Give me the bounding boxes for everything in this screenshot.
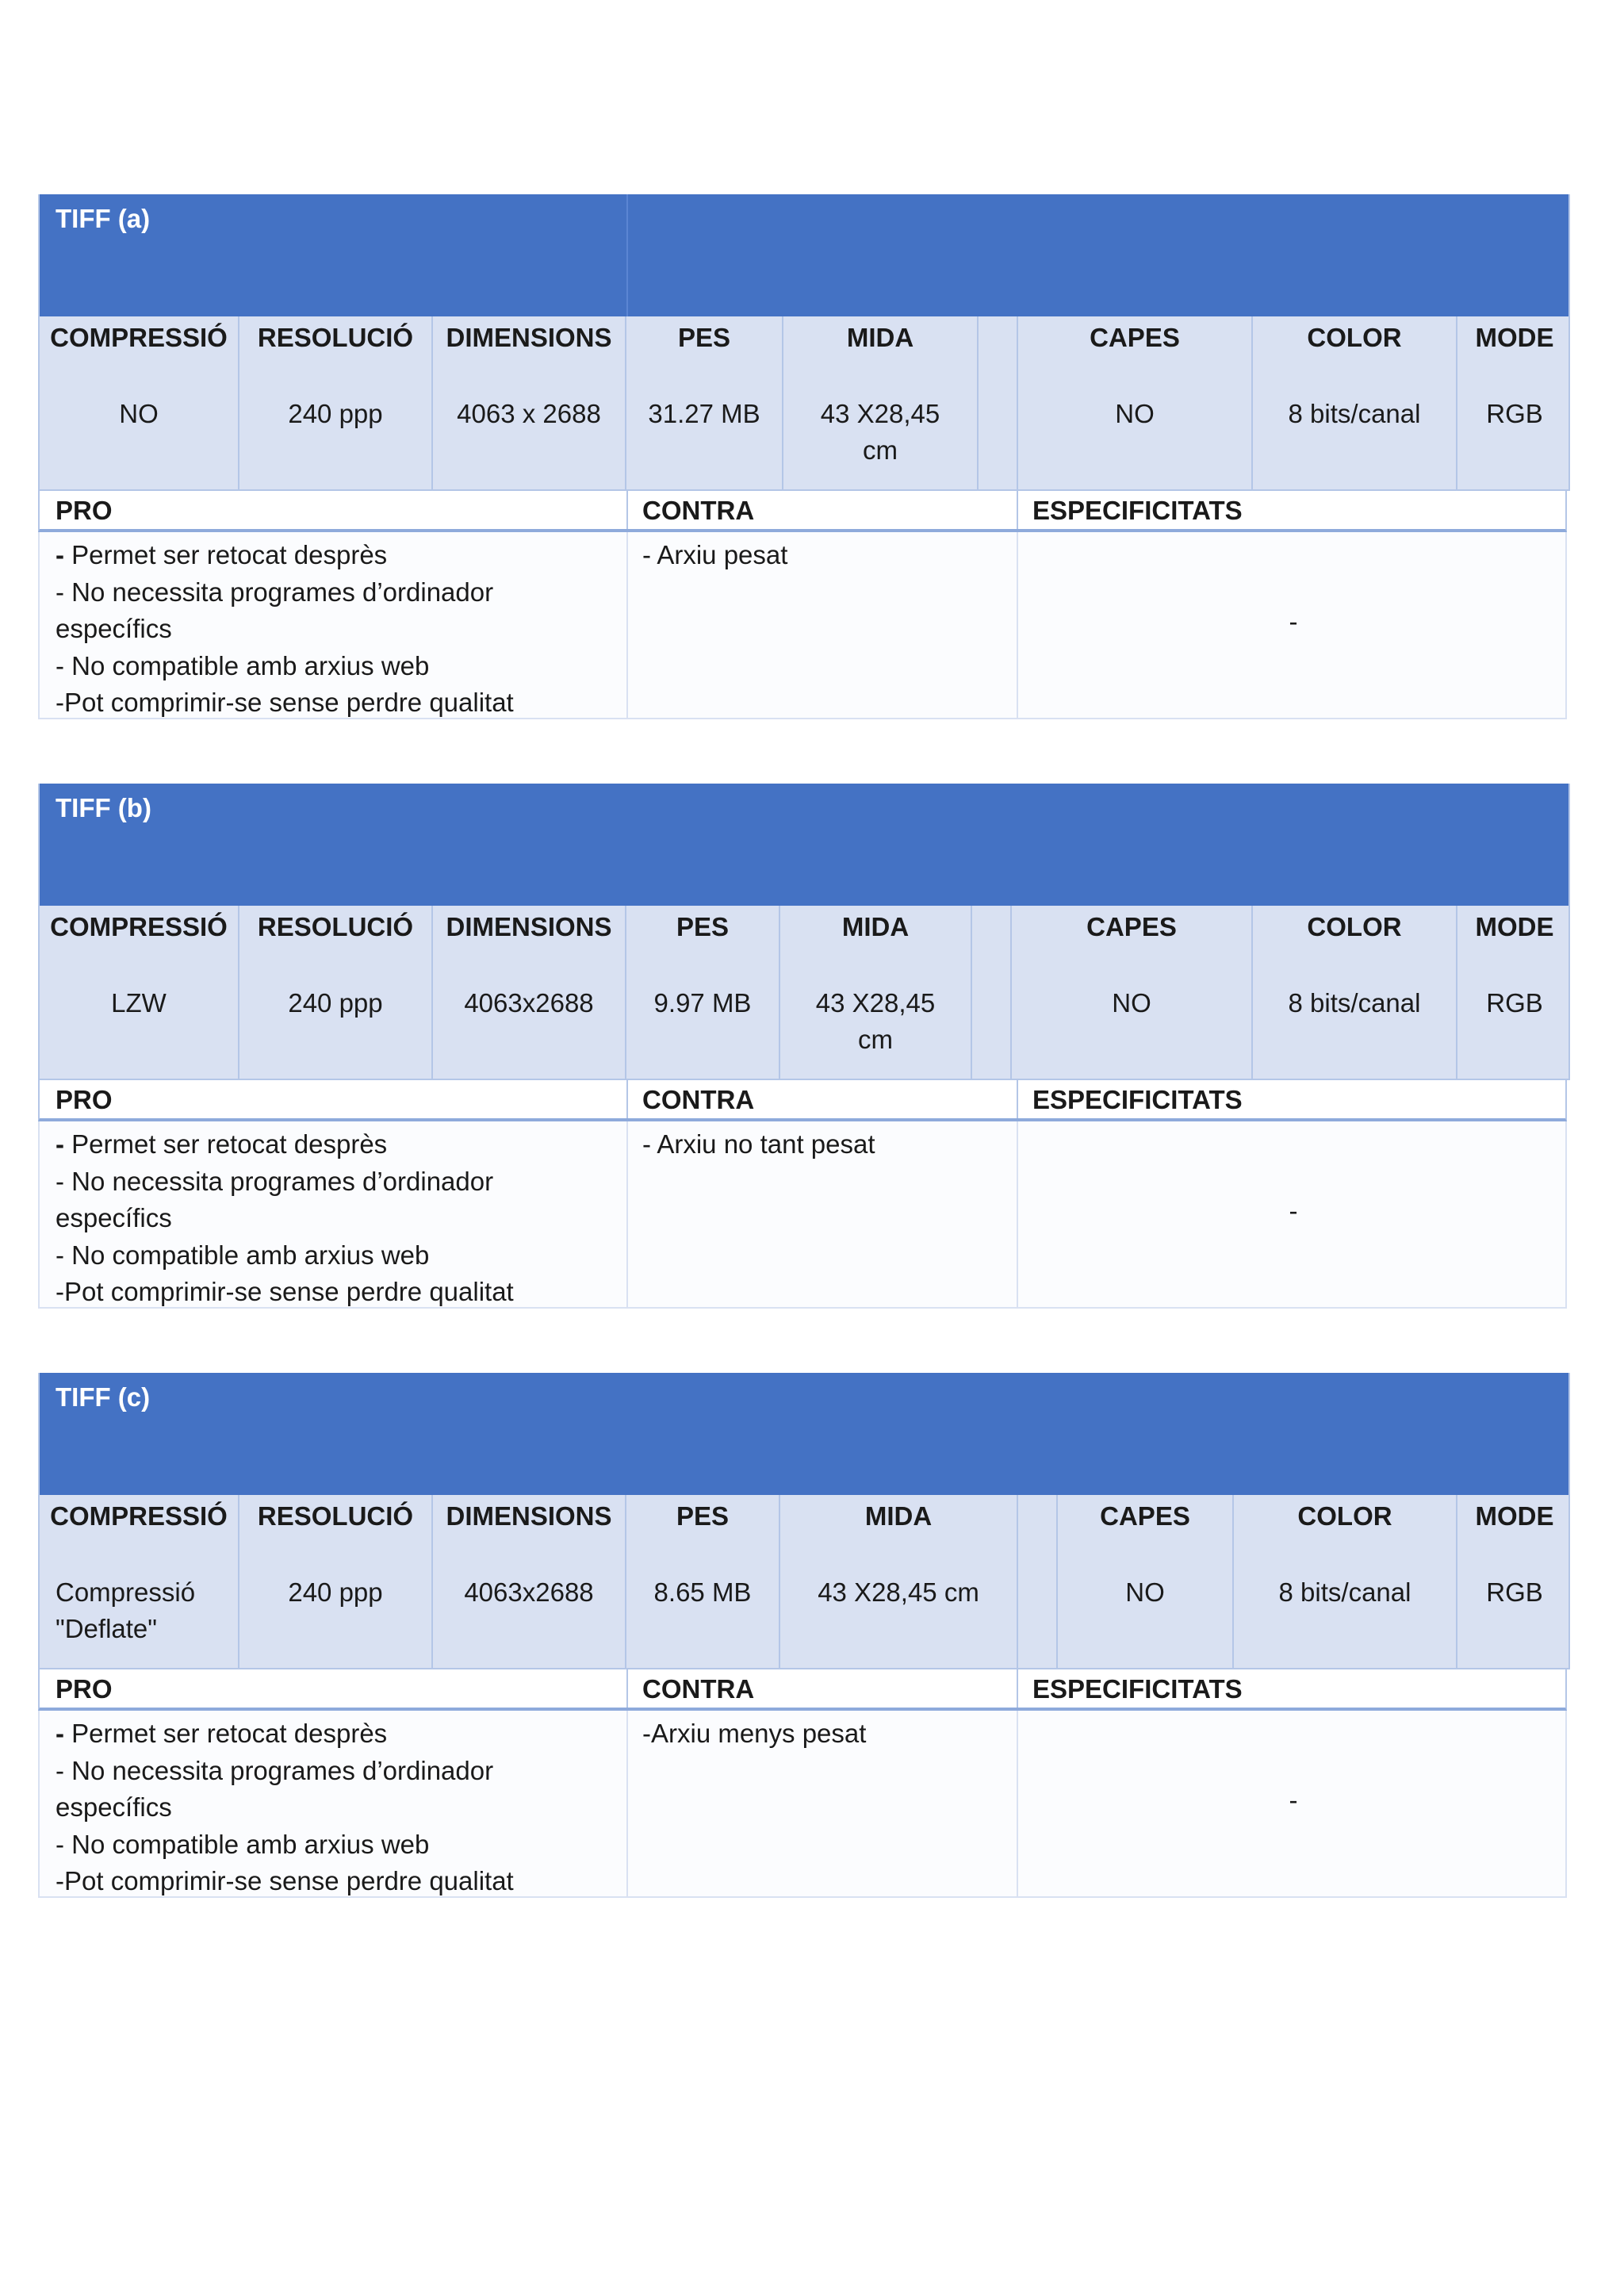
pes-header: PES	[677, 323, 731, 352]
pes-header: PES	[676, 1501, 730, 1531]
table-title-band	[38, 194, 1570, 316]
pro-contra-detail-row	[38, 1711, 1567, 1898]
pes-cell	[626, 1495, 780, 1668]
contra-header: CONTRA	[642, 496, 755, 525]
list-item: específics	[56, 1792, 172, 1822]
mida-cell	[783, 316, 979, 489]
pes-header: PES	[676, 912, 730, 941]
tiff-a-table	[38, 194, 1570, 719]
column-separator	[1017, 1080, 1018, 1118]
pro-header: PRO	[56, 1674, 113, 1704]
column-separator	[1017, 1669, 1018, 1708]
capes-value: NO	[1125, 1577, 1165, 1607]
dimensions-header: DIMENSIONS	[446, 323, 612, 352]
capes-header: CAPES	[1090, 323, 1180, 352]
resolucio-value: 240 ppp	[288, 988, 383, 1018]
pro-cell	[40, 1711, 626, 1896]
especificitats-header: ESPECIFICITATS	[1032, 496, 1243, 525]
pro-cell	[40, 1121, 626, 1307]
mida-value: 43 X28,45 cm	[815, 988, 936, 1054]
pes-cell	[626, 316, 783, 489]
column-separator	[626, 1080, 628, 1118]
color-header: COLOR	[1307, 912, 1402, 941]
pes-cell	[626, 906, 780, 1079]
table-title: TIFF (b)	[56, 793, 151, 822]
resolucio-cell	[239, 1495, 433, 1668]
pro-cell	[40, 532, 626, 718]
contra-header: CONTRA	[642, 1674, 755, 1704]
dimensions-value: 4063x2688	[464, 1577, 594, 1607]
mode-header: MODE	[1475, 323, 1554, 352]
color-cell	[1234, 1495, 1457, 1668]
list-item: - No compatible amb arxius web	[56, 1829, 430, 1859]
pro-list	[56, 1126, 514, 1311]
compressio-cell	[40, 906, 239, 1079]
contra-cell	[626, 1121, 1017, 1307]
band-divider	[626, 194, 628, 316]
pro-list	[56, 537, 514, 722]
table-title: TIFF (a)	[56, 204, 151, 233]
pes-value: 8.65 MB	[653, 1577, 752, 1607]
compressio-value: LZW	[111, 988, 167, 1018]
contra-text: - Arxiu pesat	[642, 540, 788, 569]
contra-text: - Arxiu no tant pesat	[642, 1129, 875, 1159]
dimensions-cell	[433, 316, 626, 489]
mode-header: MODE	[1475, 912, 1554, 941]
attributes-row	[38, 1495, 1570, 1669]
especificitats-cell	[1017, 1121, 1568, 1307]
color-value: 8 bits/canal	[1288, 399, 1421, 428]
capes-value: NO	[1115, 399, 1155, 428]
compressio-cell	[40, 316, 239, 489]
mida-value: 43 X28,45 cm	[820, 399, 940, 465]
pro-contra-header-row	[38, 1669, 1567, 1711]
compressio-cell	[40, 1495, 239, 1668]
especificitats-text: -	[1289, 607, 1298, 636]
resolucio-cell	[239, 316, 433, 489]
mida-cell	[780, 906, 972, 1079]
capes-cell	[1018, 316, 1253, 489]
table-title-band	[38, 1373, 1570, 1495]
mode-value: RGB	[1486, 988, 1543, 1018]
pes-value: 31.27 MB	[648, 399, 760, 428]
resolucio-cell	[239, 906, 433, 1079]
capes-header: CAPES	[1100, 1501, 1190, 1531]
tiff-b-table	[38, 784, 1570, 1309]
dimensions-cell	[433, 1495, 626, 1668]
pro-contra-detail-row	[38, 1121, 1567, 1309]
especificitats-header: ESPECIFICITATS	[1032, 1085, 1243, 1114]
compressio-value: Compressió "Deflate"	[56, 1577, 196, 1643]
mida-header: MIDA	[841, 912, 910, 941]
table-title-band	[38, 784, 1570, 906]
capes-header: CAPES	[1086, 912, 1177, 941]
contra-cell	[626, 532, 1017, 718]
capes-cell	[1058, 1495, 1234, 1668]
contra-header: CONTRA	[642, 1085, 755, 1114]
pro-contra-header-row	[38, 491, 1567, 532]
mode-value: RGB	[1486, 399, 1543, 428]
empty-cell	[972, 906, 1012, 1079]
list-item: - No compatible amb arxius web	[56, 650, 430, 680]
attributes-row	[38, 906, 1570, 1080]
empty-cell	[1018, 1495, 1058, 1668]
dimensions-header: DIMENSIONS	[446, 912, 612, 941]
mida-header: MIDA	[846, 323, 914, 352]
list-item: -Pot comprimir-se sense perdre qualitat	[56, 688, 514, 717]
resolucio-header: RESOLUCIÓ	[257, 912, 414, 941]
list-item: - No necessita programes d’ordinador	[56, 577, 494, 607]
list-item: - Permet ser retocat desprès	[56, 1129, 388, 1159]
color-header: COLOR	[1297, 1501, 1392, 1531]
list-item: específics	[56, 1203, 172, 1232]
color-header: COLOR	[1307, 323, 1402, 352]
compressio-header: COMPRESSIÓ	[50, 1501, 228, 1531]
color-cell	[1253, 906, 1457, 1079]
capes-value: NO	[1112, 988, 1151, 1018]
mode-value: RGB	[1486, 1577, 1543, 1607]
empty-cell	[979, 316, 1018, 489]
mode-cell	[1457, 1495, 1572, 1668]
especificitats-text: -	[1289, 1196, 1298, 1225]
especificitats-cell	[1017, 532, 1568, 718]
pro-list	[56, 1715, 514, 1900]
list-item: - No necessita programes d’ordinador	[56, 1166, 494, 1196]
mode-cell	[1457, 906, 1572, 1079]
especificitats-header: ESPECIFICITATS	[1032, 1674, 1243, 1704]
list-item: -Pot comprimir-se sense perdre qualitat	[56, 1866, 514, 1895]
dimensions-value: 4063 x 2688	[457, 399, 601, 428]
capes-cell	[1012, 906, 1253, 1079]
column-separator	[626, 1669, 628, 1708]
list-item: - No compatible amb arxius web	[56, 1240, 430, 1270]
mode-header: MODE	[1475, 1501, 1554, 1531]
resolucio-value: 240 ppp	[288, 1577, 383, 1607]
pro-contra-header-row	[38, 1080, 1567, 1121]
column-separator	[1017, 491, 1018, 529]
compressio-header: COMPRESSIÓ	[50, 912, 228, 941]
color-cell	[1253, 316, 1457, 489]
dimensions-cell	[433, 906, 626, 1079]
list-item: específics	[56, 614, 172, 643]
color-value: 8 bits/canal	[1278, 1577, 1411, 1607]
table-title: TIFF (c)	[56, 1382, 151, 1412]
contra-text: -Arxiu menys pesat	[642, 1719, 867, 1748]
compressio-header: COMPRESSIÓ	[50, 323, 228, 352]
dimensions-value: 4063x2688	[464, 988, 594, 1018]
especificitats-cell	[1017, 1711, 1568, 1896]
mida-value: 43 X28,45 cm	[818, 1577, 979, 1607]
resolucio-value: 240 ppp	[288, 399, 383, 428]
pro-contra-detail-row	[38, 532, 1567, 719]
pro-header: PRO	[56, 1085, 113, 1114]
tiff-c-table	[38, 1373, 1570, 1898]
column-separator	[626, 491, 628, 529]
list-item: -Pot comprimir-se sense perdre qualitat	[56, 1277, 514, 1306]
dimensions-header: DIMENSIONS	[446, 1501, 612, 1531]
mida-cell	[780, 1495, 1018, 1668]
list-item: - Permet ser retocat desprès	[56, 540, 388, 569]
color-value: 8 bits/canal	[1288, 988, 1421, 1018]
resolucio-header: RESOLUCIÓ	[257, 323, 414, 352]
compressio-value: NO	[119, 399, 159, 428]
especificitats-text: -	[1289, 1785, 1298, 1815]
pes-value: 9.97 MB	[653, 988, 752, 1018]
attributes-row	[38, 316, 1570, 491]
mida-header: MIDA	[864, 1501, 933, 1531]
list-item: - No necessita programes d’ordinador	[56, 1755, 494, 1785]
pro-header: PRO	[56, 496, 113, 525]
contra-cell	[626, 1711, 1017, 1896]
resolucio-header: RESOLUCIÓ	[257, 1501, 414, 1531]
mode-cell	[1457, 316, 1572, 489]
list-item: - Permet ser retocat desprès	[56, 1719, 388, 1748]
